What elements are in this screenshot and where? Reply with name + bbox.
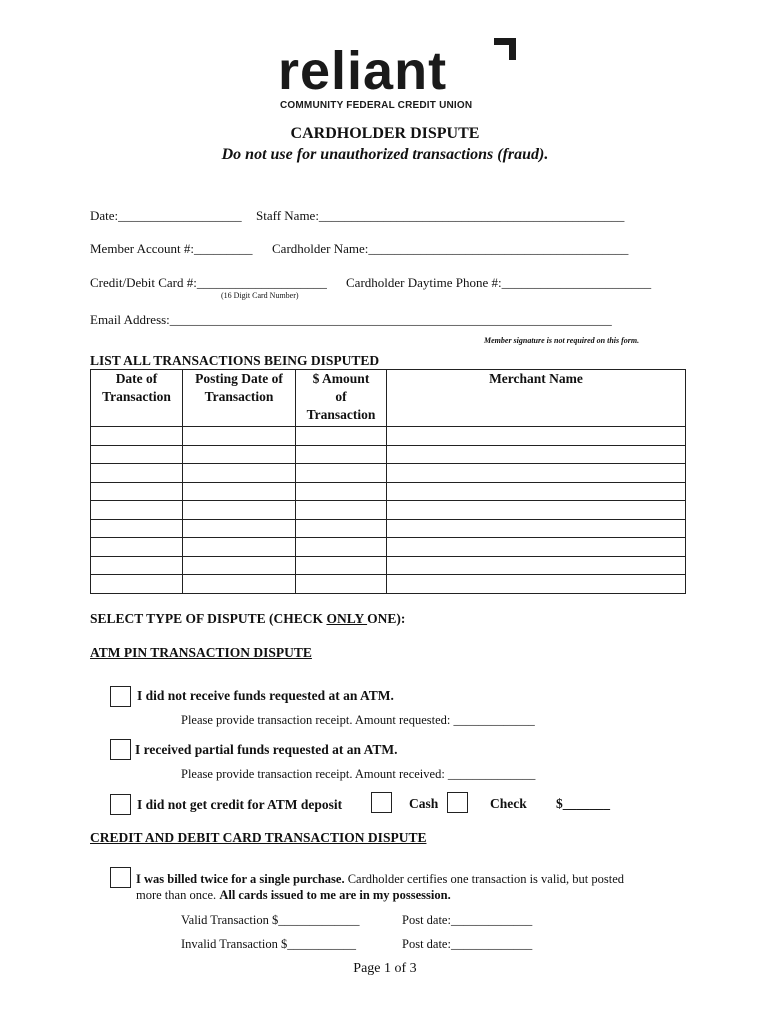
- column-header-posting-date: Posting Date of Transaction: [183, 370, 296, 427]
- table-header-row: [91, 370, 686, 427]
- table-cell[interactable]: [183, 445, 296, 464]
- dispute-type-heading: SELECT TYPE OF DISPUTE (CHECK ONLY ONE):: [90, 611, 406, 626]
- atm-no-funds-label: I did not receive funds requested at an ATM.: [137, 688, 394, 703]
- table-cell[interactable]: [296, 482, 387, 501]
- table-row: [91, 538, 686, 557]
- atm-no-funds-note[interactable]: Please provide transaction receipt. Amount requested: _____________: [181, 713, 535, 727]
- form-subtitle: Do not use for unauthorized transactions (fraud).: [221, 146, 549, 163]
- table-cell[interactable]: [183, 538, 296, 557]
- transactions-table: [90, 369, 686, 594]
- card-dispute-heading: CREDIT AND DEBIT CARD TRANSACTION DISPUTE: [90, 830, 427, 845]
- table-cell[interactable]: [183, 464, 296, 483]
- atm-no-funds-checkbox[interactable]: [110, 686, 131, 707]
- signature-note: Member signature is not required on this form.: [484, 336, 640, 345]
- table-cell[interactable]: [91, 482, 183, 501]
- form-title: CARDHOLDER DISPUTE: [290, 125, 480, 142]
- table-cell[interactable]: [183, 427, 296, 446]
- table-cell[interactable]: [183, 575, 296, 594]
- atm-deposit-checkbox[interactable]: [110, 794, 131, 815]
- table-row: [91, 501, 686, 520]
- date-field[interactable]: Date:___________________: [90, 208, 242, 223]
- table-cell[interactable]: [296, 575, 387, 594]
- table-cell[interactable]: [91, 445, 183, 464]
- table-row: [91, 464, 686, 483]
- table-cell[interactable]: [91, 519, 183, 538]
- invalid-post-date-field[interactable]: Post date:_____________: [402, 937, 533, 951]
- column-header-merchant: Merchant Name: [387, 370, 686, 427]
- cash-label: Cash: [409, 796, 439, 811]
- table-cell[interactable]: [183, 519, 296, 538]
- table-cell[interactable]: [387, 464, 686, 483]
- table-cell[interactable]: [387, 519, 686, 538]
- atm-dispute-heading: ATM PIN TRANSACTION DISPUTE: [90, 645, 312, 660]
- table-cell[interactable]: [296, 501, 387, 520]
- atm-partial-funds-note[interactable]: Please provide transaction receipt. Amount received: ______________: [181, 767, 536, 781]
- table-cell[interactable]: [91, 556, 183, 575]
- table-cell[interactable]: [91, 575, 183, 594]
- table-cell[interactable]: [296, 464, 387, 483]
- daytime-phone-field[interactable]: Cardholder Daytime Phone #:_______________________: [346, 275, 652, 290]
- table-cell[interactable]: [183, 501, 296, 520]
- atm-deposit-label: I did not get credit for ATM deposit: [137, 797, 343, 812]
- table-cell[interactable]: [91, 538, 183, 557]
- table-cell[interactable]: [387, 482, 686, 501]
- deposit-amount-field[interactable]: $_______: [556, 796, 610, 811]
- table-row: [91, 575, 686, 594]
- column-header-amount: $ Amount of Transaction: [296, 370, 387, 427]
- table-cell[interactable]: [387, 575, 686, 594]
- atm-partial-funds-label: I received partial funds requested at an ATM.: [135, 742, 398, 757]
- logo-wordmark: reliant: [278, 41, 448, 101]
- table-cell[interactable]: [91, 501, 183, 520]
- atm-partial-funds-checkbox[interactable]: [110, 739, 131, 760]
- billed-twice-checkbox[interactable]: [110, 867, 131, 888]
- table-cell[interactable]: [387, 556, 686, 575]
- check-label: Check: [490, 796, 527, 811]
- email-field[interactable]: Email Address:____________________________________________________________________: [90, 312, 612, 327]
- table-cell[interactable]: [296, 538, 387, 557]
- table-row: [91, 519, 686, 538]
- logo-corner-mark-icon: [494, 38, 518, 62]
- invalid-transaction-field[interactable]: Invalid Transaction $___________: [181, 937, 356, 951]
- column-header-date: Date of Transaction: [91, 370, 183, 427]
- table-cell[interactable]: [296, 427, 387, 446]
- table-cell[interactable]: [183, 482, 296, 501]
- card-number-hint: (16 Digit Card Number): [221, 291, 299, 300]
- table-cell[interactable]: [296, 556, 387, 575]
- table-cell[interactable]: [91, 427, 183, 446]
- table-cell[interactable]: [183, 556, 296, 575]
- member-account-field[interactable]: Member Account #:_________: [90, 241, 253, 256]
- valid-post-date-field[interactable]: Post date:_____________: [402, 913, 533, 927]
- page-number: Page 1 of 3: [353, 961, 417, 976]
- cash-checkbox[interactable]: [371, 792, 392, 813]
- table-row: [91, 445, 686, 464]
- valid-transaction-field[interactable]: Valid Transaction $_____________: [181, 913, 360, 927]
- logo-subtitle: COMMUNITY FEDERAL CREDIT UNION: [280, 100, 473, 111]
- card-number-field[interactable]: Credit/Debit Card #:____________________: [90, 275, 327, 290]
- table-row: [91, 482, 686, 501]
- table-cell[interactable]: [387, 427, 686, 446]
- table-cell[interactable]: [296, 519, 387, 538]
- table-cell[interactable]: [387, 538, 686, 557]
- table-cell[interactable]: [387, 501, 686, 520]
- table-cell[interactable]: [387, 445, 686, 464]
- billed-twice-text-line2: more than once. All cards issued to me are in my possession.: [136, 888, 451, 902]
- transactions-heading: LIST ALL TRANSACTIONS BEING DISPUTED: [90, 353, 380, 368]
- table-cell[interactable]: [296, 445, 387, 464]
- table-row: [91, 427, 686, 446]
- check-checkbox[interactable]: [447, 792, 468, 813]
- billed-twice-text-line1: I was billed twice for a single purchase. Cardholder certifies one transaction is valid, but posted: [136, 872, 625, 886]
- table-cell[interactable]: [91, 464, 183, 483]
- staff-name-field[interactable]: Staff Name:_______________________________________________: [256, 208, 625, 223]
- table-row: [91, 556, 686, 575]
- cardholder-name-field[interactable]: Cardholder Name:________________________________________: [272, 241, 629, 256]
